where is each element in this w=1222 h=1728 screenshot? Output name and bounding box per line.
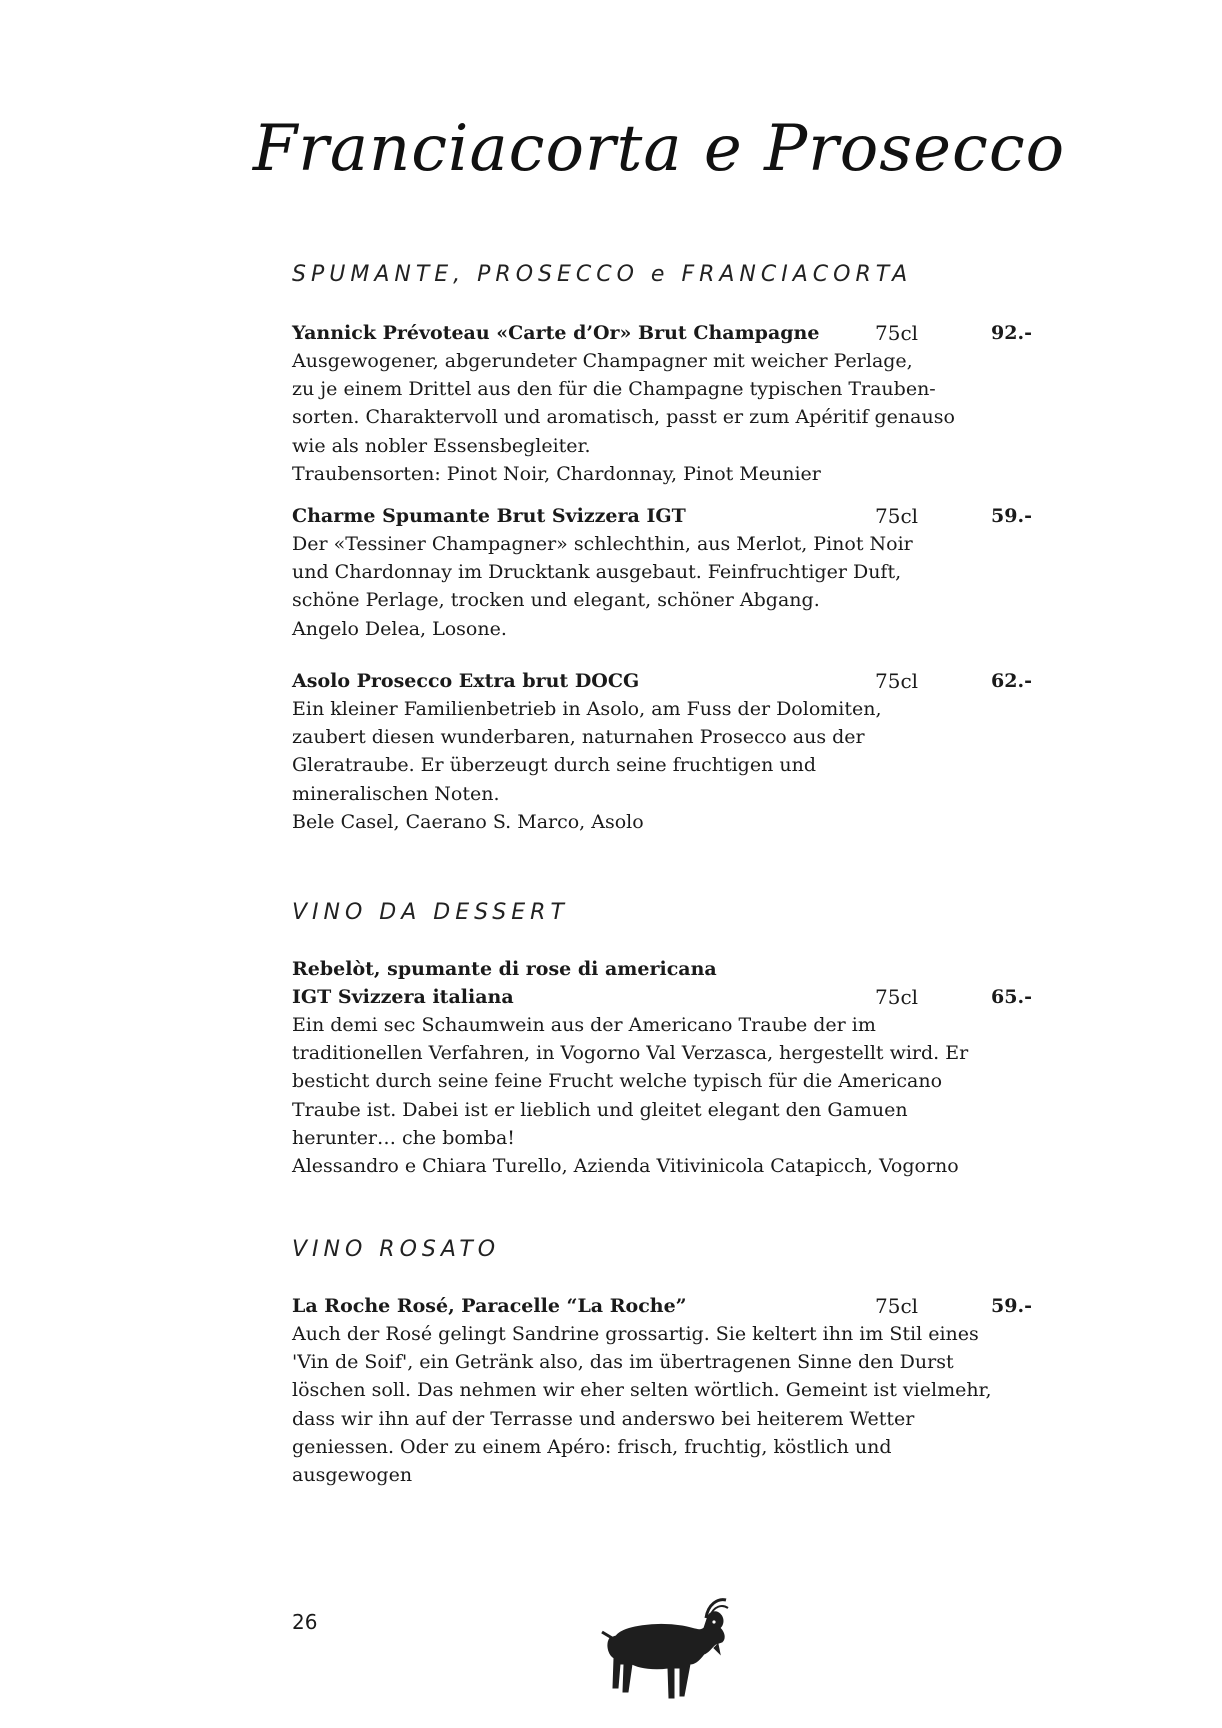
wine-entry (292, 502, 1032, 643)
wine-name: Yannick Prévoteau «Carte d’Or» Brut Champagne (292, 322, 820, 344)
wine-name: La Roche Rosé, Paracelle “La Roche” (292, 1295, 687, 1317)
wine-entry (292, 667, 1032, 836)
wine-price: 59.- (991, 1295, 1032, 1317)
wine-size: 75cl (875, 321, 919, 345)
wine-size: 75cl (875, 504, 919, 528)
wine-name: IGT Svizzera italiana (292, 986, 514, 1008)
page-title: Franciacorta e Prosecco (252, 112, 1066, 186)
wine-name: Asolo Prosecco Extra brut DOCG (292, 670, 640, 692)
wine-size: 75cl (875, 1294, 919, 1318)
wine-description: Ein demi sec Schaumwein aus der Americano Traube der im traditionellen Verfahren, in Vogorno Val Verzasca, hergestellt wird. Er besticht durch seine feine Frucht welche typisch für die Americano Traube ist. Dabei ist er lieblich und gleitet elegant den Gamuen herunter… che bomba! Alessandro e Chiara Turello, Azienda Vitivinicola Catapicch, Vogorno (292, 1014, 969, 1178)
wine-entry (292, 1292, 1032, 1489)
wine-description: Auch der Rosé gelingt Sandrine grossartig. Sie keltert ihn im Stil eines 'Vin de Soif', ein Getränk also, das im übertragenen Sinne den Durst löschen soll. Das nehmen wir eher selten wörtlich. Gemeint ist vielmehr, dass wir ihn auf der Terrasse und anderswo bei heiterem Wetter geniessen. Oder zu einem Apéro: frisch, fruchtig, köstlich und ausgewogen (292, 1323, 992, 1487)
wine-description: Der «Tessiner Champagner» schlechthin, aus Merlot, Pinot Noir und Chardonnay im Drucktank ausgebaut. Feinfruchtiger Duft, schöne Perlage, trocken und elegant, schöner Abgang. Angelo Delea, Losone. (292, 533, 913, 640)
page-number: 26 (292, 1610, 318, 1634)
wine-name-line1: Rebelòt, spumante di rose di americana (292, 958, 717, 980)
wine-name: Charme Spumante Brut Svizzera IGT (292, 505, 686, 527)
wine-description: Ein kleiner Familienbetrieb in Asolo, am Fuss der Dolomiten, zaubert diesen wunderbaren, naturnahen Prosecco aus der Gleratraube. Er überzeugt durch seine fruchtigen und mineralischen Noten. Bele Casel, Caerano S. Marco, Asolo (292, 698, 882, 833)
section-heading-spumante: SPUMANTE, PROSECCO e FRANCIACORTA (292, 262, 913, 287)
wine-price: 62.- (991, 670, 1032, 692)
wine-price: 92.- (991, 322, 1032, 344)
goat-icon (594, 1592, 734, 1712)
wine-description: Ausgewogener, abgerundeter Champagner mit weicher Perlage, zu je einem Drittel aus den für die Champagne typischen Trauben- sorten. Charaktervoll und aromatisch, passt er zum Apéritif genauso wie als nobler Essensbegleiter. Traubensorten: Pinot Noir, Chardonnay, Pinot Meunier (292, 350, 955, 485)
wine-entry (292, 955, 1032, 1180)
wine-price: 65.- (991, 986, 1032, 1008)
wine-entry (292, 319, 1032, 488)
section-heading-rosato: VINO ROSATO (292, 1237, 501, 1262)
section-heading-dessert: VINO DA DESSERT (292, 900, 569, 925)
wine-size: 75cl (875, 985, 919, 1009)
wine-size: 75cl (875, 669, 919, 693)
wine-price: 59.- (991, 505, 1032, 527)
